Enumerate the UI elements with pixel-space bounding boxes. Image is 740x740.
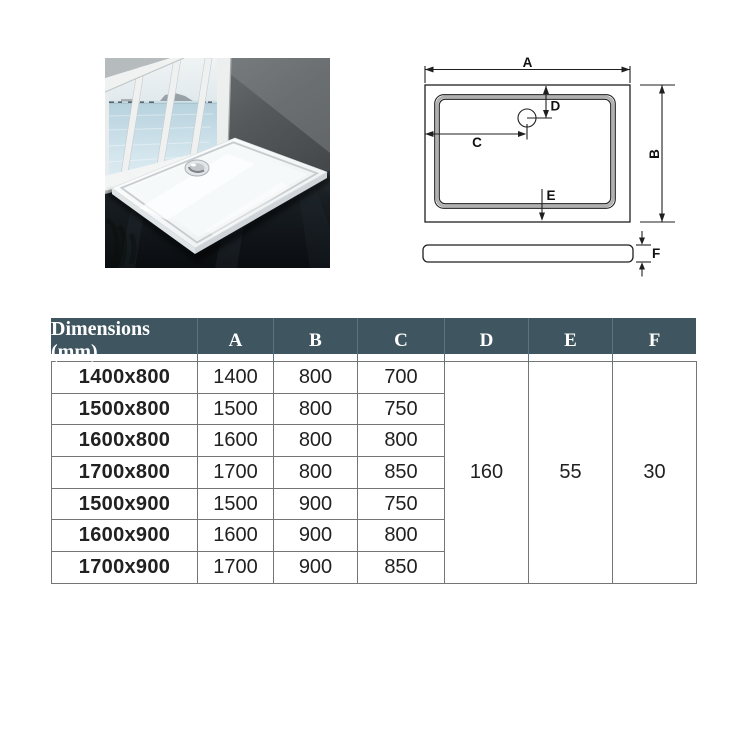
cell-b: 800 (274, 425, 358, 457)
spec-table-body (51, 361, 697, 584)
dim-A (425, 55, 630, 83)
cell-b: 800 (274, 362, 358, 394)
spec-table-header (51, 318, 696, 363)
cell-a: 1600 (198, 425, 274, 457)
header-cell-f: F (612, 318, 696, 364)
dim-label-c: C (472, 135, 482, 150)
diagram-drawing (400, 40, 700, 280)
dim-E (539, 188, 556, 221)
cell-b: 900 (274, 488, 358, 520)
top-view-drawing (425, 85, 630, 222)
header-cell-d: D (444, 318, 528, 364)
cell-size: 1500x800 (52, 393, 198, 425)
dimension-diagram (400, 40, 700, 280)
cell-c: 750 (358, 393, 445, 425)
cell-c: 700 (358, 362, 445, 394)
shared-value-f: 30 (613, 362, 697, 584)
shared-value-d: 160 (445, 362, 529, 584)
dim-label-d: D (550, 98, 561, 114)
drain (185, 160, 209, 176)
dim-label-a: A (522, 55, 533, 70)
cell-b: 900 (274, 520, 358, 552)
header-cell-a: A (197, 318, 273, 364)
cell-size: 1600x900 (52, 520, 198, 552)
spec-table (51, 318, 696, 584)
header-cell-dimensions: Dimensions (mm) (51, 318, 150, 363)
cell-a: 1700 (198, 552, 274, 584)
cell-c: 850 (358, 552, 445, 584)
cell-c: 850 (358, 457, 445, 489)
cell-size: 1600x800 (52, 425, 198, 457)
cell-c: 750 (358, 488, 445, 520)
header-cell-c: C (357, 318, 444, 364)
side-view-drawing (423, 245, 633, 262)
cell-size: 1500x900 (52, 488, 198, 520)
dim-D (543, 86, 561, 118)
dim-B (640, 85, 675, 222)
cell-a: 1700 (198, 457, 274, 489)
cell-size: 1400x800 (52, 362, 198, 394)
header-cell-b: B (273, 318, 357, 364)
cell-size: 1700x800 (52, 457, 198, 489)
photo-scene (105, 58, 330, 268)
table-row (52, 362, 697, 394)
cell-size: 1700x900 (52, 552, 198, 584)
dim-C (425, 124, 527, 150)
header-cell-e: E (528, 318, 612, 364)
cell-a: 1500 (198, 393, 274, 425)
cell-b: 800 (274, 393, 358, 425)
cell-a: 1500 (198, 488, 274, 520)
dim-label-e: E (546, 188, 556, 203)
cell-b: 800 (274, 457, 358, 489)
cell-c: 800 (358, 520, 445, 552)
shared-value-e: 55 (529, 362, 613, 584)
dim-label-f: F (652, 246, 661, 261)
dim-F (636, 231, 660, 277)
dim-label-b: B (647, 149, 662, 159)
cell-a: 1600 (198, 520, 274, 552)
cell-b: 900 (274, 552, 358, 584)
product-photo (105, 58, 330, 268)
cell-c: 800 (358, 425, 445, 457)
cell-a: 1400 (198, 362, 274, 394)
